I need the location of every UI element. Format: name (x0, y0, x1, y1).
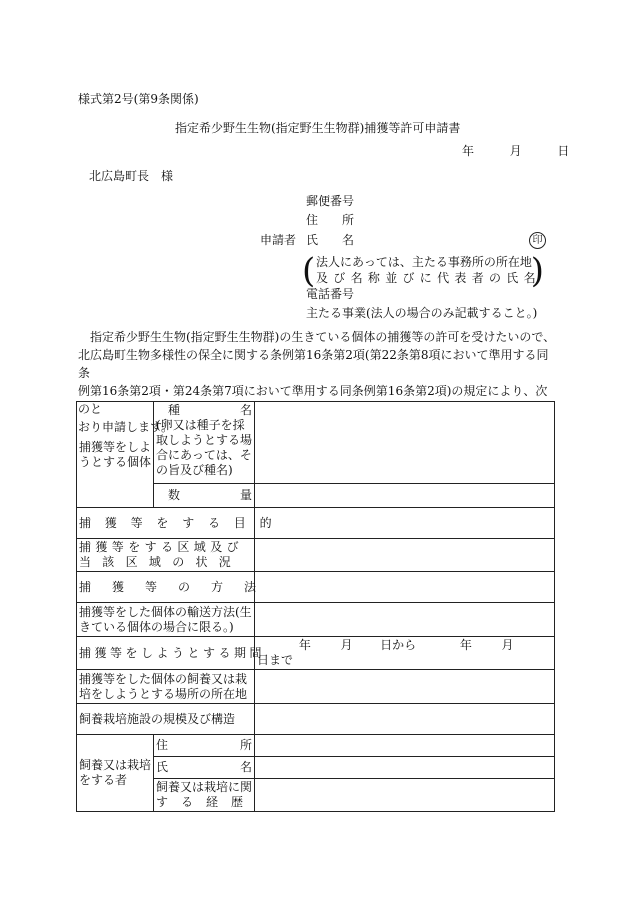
facility-label: 飼養栽培施設の規模及び構造 (77, 704, 255, 735)
day-label: 日 (557, 144, 570, 158)
species-label: 種 名 (168, 403, 252, 417)
keeper-history-line-2: する経歴 (156, 795, 257, 809)
species-note: (卵又は種子を採取しようとする場合にあっては、その旨及び種名) (156, 418, 253, 477)
phone-label: 電話番号 (306, 287, 355, 301)
right-bracket: ) (530, 251, 544, 291)
keeper-name-input[interactable] (255, 757, 555, 779)
corporation-note (302, 251, 544, 291)
purpose-label: 捕獲等をする目的 (77, 508, 255, 539)
keeper-label: 飼養又は栽培をする者 (77, 735, 154, 812)
applicant-label: 申請者 (260, 233, 297, 247)
application-table (76, 401, 555, 812)
quantity-label: 数 量 (154, 484, 255, 508)
breeding-place-label: 捕獲等をした個体の飼養又は栽培をしようとする場所の所在地 (77, 670, 255, 704)
left-bracket: ( (302, 251, 316, 291)
applicant-address-label: 住 所 (306, 213, 354, 227)
keeper-address-input[interactable] (255, 735, 555, 757)
breeding-place-input[interactable] (255, 670, 555, 704)
period-label: 捕獲等をしようとする期間 (77, 637, 255, 670)
transport-label: 捕獲等をした個体の輸送方法(生きている個体の場合に限る。) (77, 603, 255, 637)
postal-code-label: 郵便番号 (306, 194, 355, 208)
body-line-4: おり申請します。 (78, 420, 174, 434)
keeper-history-label (154, 779, 255, 812)
keeper-history-line-1: 飼養又は栽培に関 (156, 780, 253, 794)
facility-input[interactable] (255, 704, 555, 735)
corp-note-line-1: 法人にあっては、主たる事務所の所在地 (316, 255, 532, 269)
purpose-input[interactable] (255, 508, 555, 539)
transport-input[interactable] (255, 603, 555, 637)
period-year-2: 年 (459, 638, 472, 652)
corp-note-line-2: 及び名称並びに代表者の氏名 (316, 271, 541, 285)
area-label-line-2: 当該区域の状況 (79, 555, 243, 569)
keeper-history-input[interactable] (255, 779, 555, 812)
body-line-1: 指定希少野生生物(指定野生生物群)の生きている個体の捕獲等の許可を受けたいので、 (78, 330, 556, 344)
quantity-input[interactable] (255, 484, 555, 508)
addressee: 北広島町長 様 (89, 169, 174, 183)
period-month-1: 月 (340, 638, 353, 652)
species-input[interactable] (255, 402, 555, 484)
seal-mark: 印 (529, 232, 546, 249)
target-individual-label: 捕獲等をしようとする個体 (77, 402, 154, 508)
applicant-name-label: 氏 名 (306, 233, 354, 247)
area-input[interactable] (255, 539, 555, 572)
period-day-until: 日まで (257, 653, 294, 667)
form-title: 指定希少野生生物(指定野生生物群)捕獲等許可申請書 (175, 121, 461, 135)
date-line (462, 144, 569, 160)
form-number: 様式第2号(第9条関係) (78, 92, 199, 106)
period-year-1: 年 (298, 638, 311, 652)
period-month-2: 月 (501, 638, 514, 652)
keeper-name-label: 氏 名 (154, 757, 255, 779)
area-label-line-1: 捕獲等をする区域及び (79, 540, 244, 554)
year-label: 年 (462, 144, 475, 158)
body-line-3: 例第16条第2項・第24条第7項において準用する同条例第16条第2項)の規定により、次のと (78, 384, 548, 416)
month-label: 月 (509, 144, 522, 158)
method-input[interactable] (255, 572, 555, 603)
body-line-2: 北広島町生物多様性の保全に関する条例第16条第2項(第22条第8項において準用する同条 (78, 348, 549, 380)
species-cell (154, 402, 255, 484)
keeper-address-label: 住 所 (154, 735, 255, 757)
period-input[interactable] (255, 637, 555, 670)
method-label: 捕獲等の方法 (77, 572, 255, 603)
business-label: 主たる事業(法人の場合のみ記載すること。) (306, 306, 538, 320)
area-label (77, 539, 255, 572)
period-day-from: 日から (380, 638, 417, 652)
